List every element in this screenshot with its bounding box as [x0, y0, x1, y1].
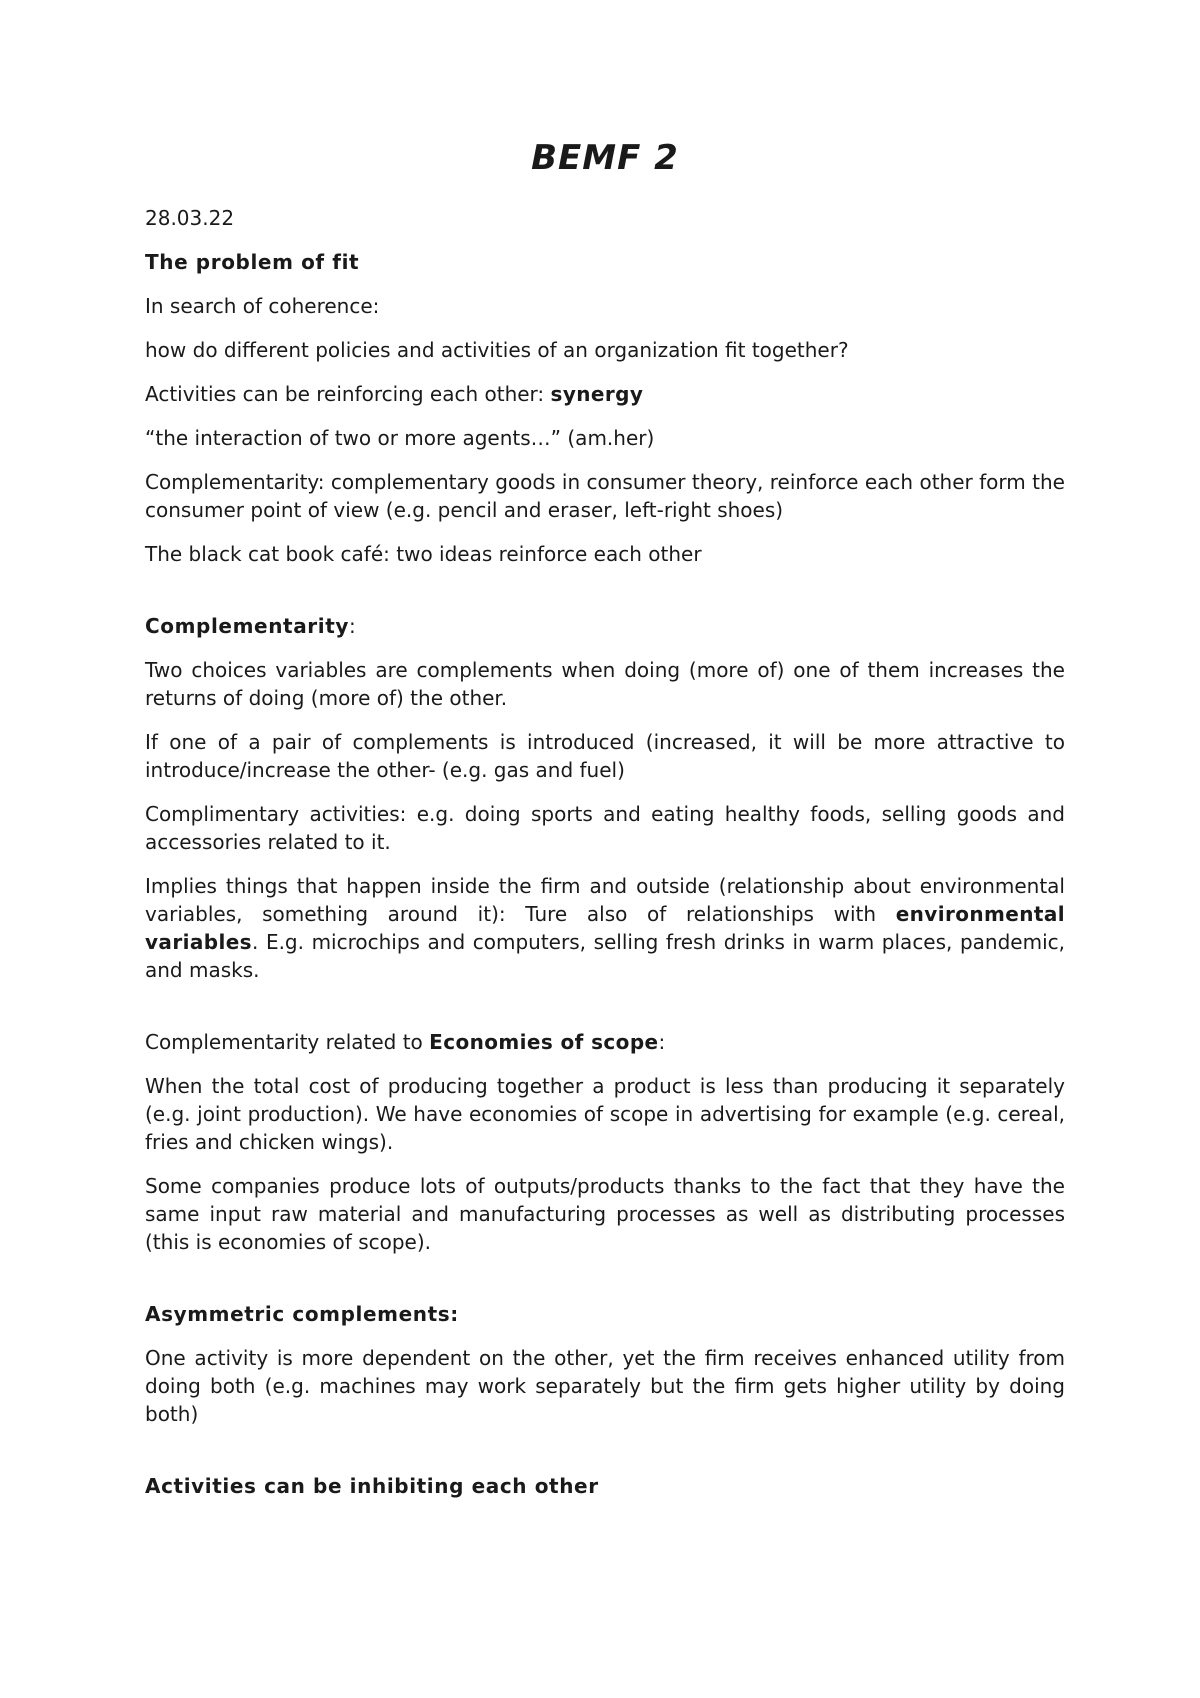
paragraph: Complementarity: complementary goods in consumer theory, reinforce each other form the consumer point of view (e.g. pencil and eraser, left-right shoes)	[145, 470, 1065, 522]
heading-asymmetric-complements: Asymmetric complements:	[145, 1302, 459, 1326]
paragraph: Complimentary activities: e.g. doing sports and eating healthy foods, selling goods and accessories related to it.	[145, 802, 1065, 854]
text: Complementarity related to	[145, 1030, 430, 1054]
text: Activities can be reinforcing each other:	[145, 382, 551, 406]
date: 28.03.22	[145, 206, 235, 230]
document-body	[145, 138, 1065, 1516]
economies-of-scope-intro	[145, 1028, 1065, 1056]
paragraph	[145, 380, 1065, 408]
paragraph: Two choices variables are complements when doing (more of) one of them increases the returns of doing (more of) the other.	[145, 658, 1065, 710]
paragraph: If one of a pair of complements is introduced (increased, it will be more attractive to introduce/increase the other- (e.g. gas and fuel)	[145, 730, 1065, 782]
paragraph: The black cat book café: two ideas reinforce each other	[145, 542, 702, 566]
paragraph: In search of coherence:	[145, 294, 380, 318]
bold-term-environmental-variables: environmental variables	[145, 902, 1065, 954]
heading-text: Complementarity	[145, 614, 350, 638]
heading-problem-of-fit: The problem of fit	[145, 250, 360, 274]
paragraph: When the total cost of producing together a product is less than producing it separately (e.g. joint production). We have economies of scope in advertising for example (e.g. cereal, fries and chicken wings).	[145, 1074, 1065, 1154]
heading-complementarity	[145, 612, 1065, 640]
paragraph: “the interaction of two or more agents…” (am.her)	[145, 426, 655, 450]
paragraph: Some companies produce lots of outputs/products thanks to the fact that they have the same input raw material and manufacturing processes as well as distributing processes (this is economies of scope).	[145, 1174, 1065, 1254]
bold-term-synergy: synergy	[550, 382, 644, 406]
text: Implies things that happen inside the firm and outside (relationship about environmental variables, something around it): Ture also of relationships with	[145, 874, 1065, 926]
heading-inhibiting-activities: Activities can be inhibiting each other	[145, 1474, 599, 1498]
heading-suffix: :	[349, 614, 356, 638]
text: :	[658, 1030, 666, 1054]
paragraph: how do different policies and activities of an organization fit together?	[145, 338, 849, 362]
paragraph: One activity is more dependent on the other, yet the firm receives enhanced utility from doing both (e.g. machines may work separately but the firm gets higher utility by doing both)	[145, 1346, 1065, 1426]
text: . E.g. microchips and computers, selling fresh drinks in warm places, pandemic, and masks.	[145, 930, 1065, 982]
paragraph	[145, 872, 1065, 984]
bold-term-economies-of-scope: Economies of scope	[429, 1030, 659, 1054]
document-title: BEMF 2	[531, 138, 679, 178]
